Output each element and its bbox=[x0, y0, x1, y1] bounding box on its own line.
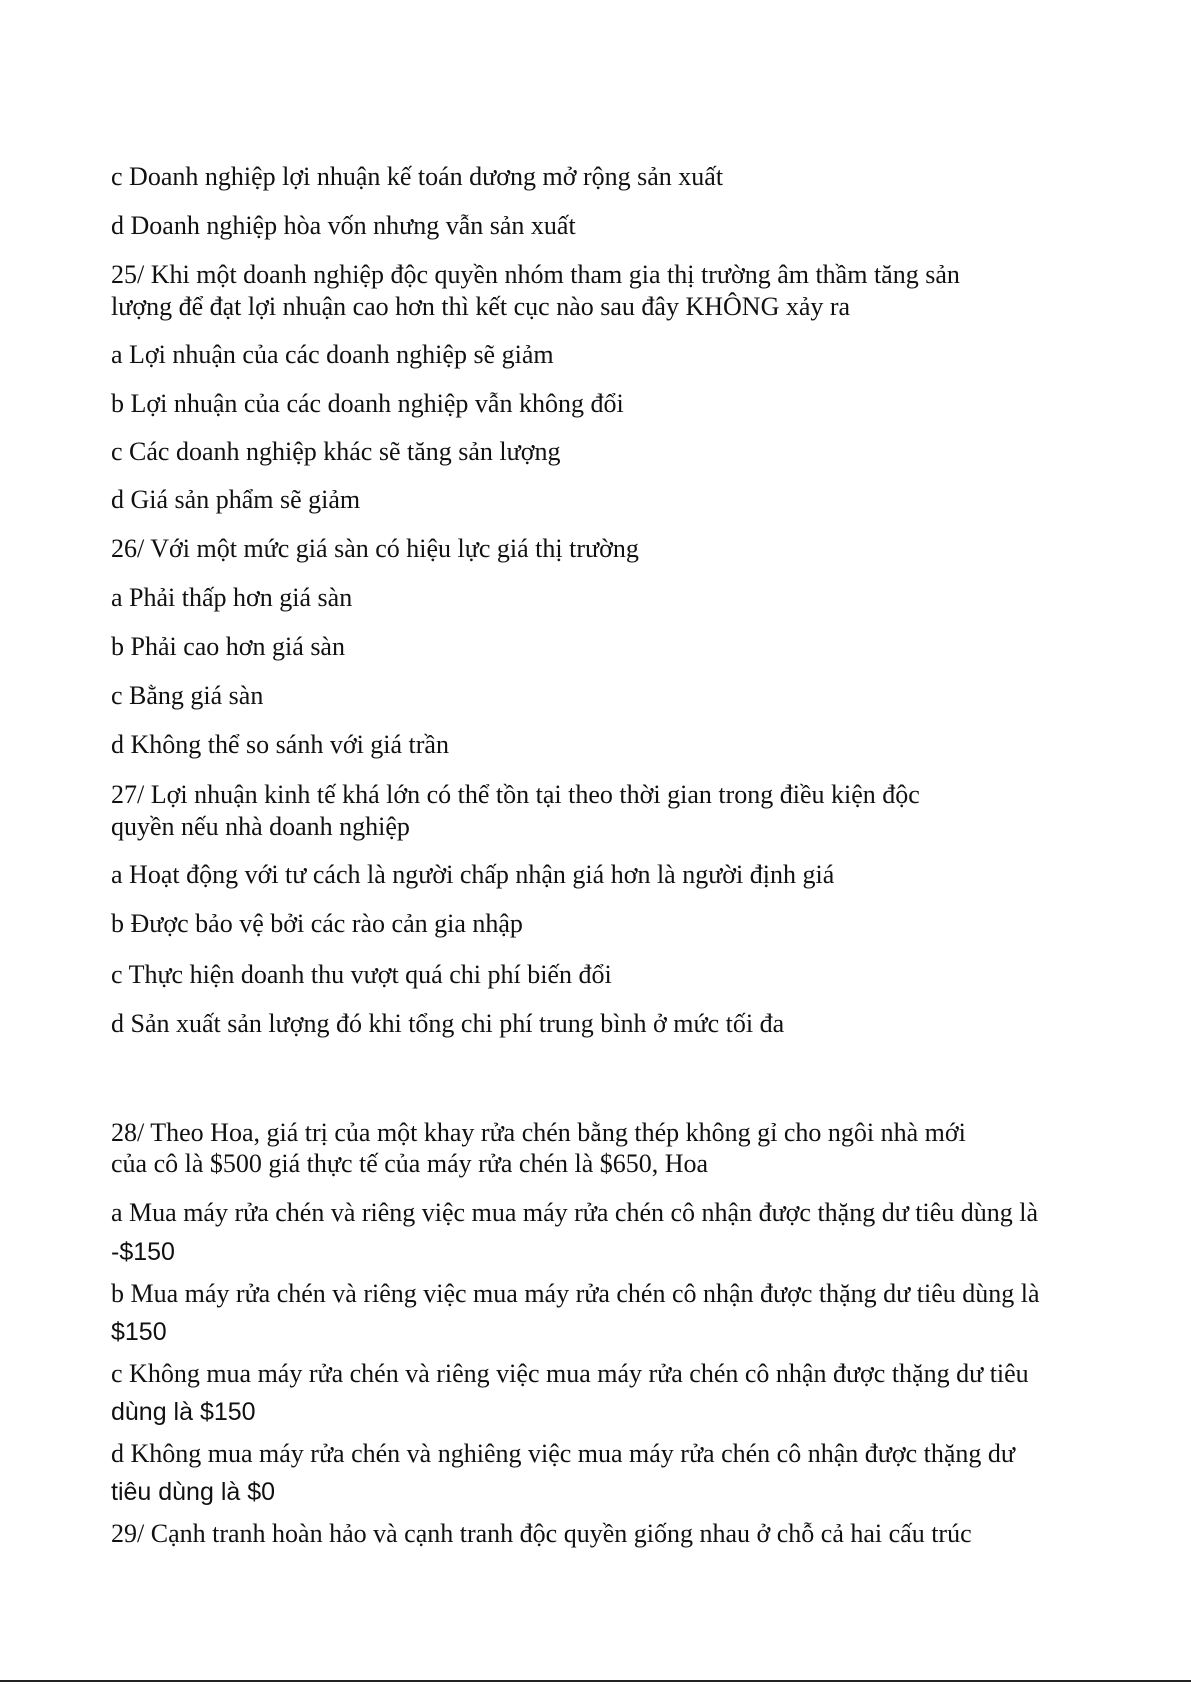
question-28-line-2: của cô là $500 giá thực tế của máy rửa chén là $650, Hoa bbox=[111, 1149, 709, 1178]
option-27d: d Sản xuất sản lượng đó khi tổng chi phí trung bình ở mức tối đa bbox=[111, 1009, 785, 1038]
option-26b: b Phải cao hơn giá sàn bbox=[111, 632, 345, 661]
option-25a: a Lợi nhuận của các doanh nghiệp sẽ giảm bbox=[111, 340, 554, 369]
option-28b-value: $150 bbox=[111, 1318, 167, 1346]
option-26d: d Không thể so sánh với giá trần bbox=[111, 730, 449, 759]
question-27-line-2: quyền nếu nhà doanh nghiệp bbox=[111, 812, 410, 841]
option-26c: c Bằng giá sàn bbox=[111, 681, 264, 710]
option-28b: b Mua máy rửa chén và riêng việc mua máy rửa chén cô nhận được thặng dư tiêu dùng là bbox=[111, 1279, 1040, 1308]
option-25b: b Lợi nhuận của các doanh nghiệp vẫn không đổi bbox=[111, 389, 624, 418]
option-28c: c Không mua máy rửa chén và riêng việc mua máy rửa chén cô nhận được thặng dư tiêu bbox=[111, 1359, 1029, 1388]
option-28d: d Không mua máy rửa chén và nghiêng việc mua máy rửa chén cô nhận được thặng dư bbox=[111, 1439, 1015, 1468]
option-28c-value: dùng là $150 bbox=[111, 1398, 256, 1426]
question-28-line-1: 28/ Theo Hoa, giá trị của một khay rửa chén bằng thép không gỉ cho ngôi nhà mới bbox=[111, 1118, 966, 1147]
option-25c: c Các doanh nghiệp khác sẽ tăng sản lượng bbox=[111, 437, 561, 466]
question-26: 26/ Với một mức giá sàn có hiệu lực giá thị trường bbox=[111, 534, 639, 563]
option-28a: a Mua máy rửa chén và riêng việc mua máy rửa chén cô nhận được thặng dư tiêu dùng là bbox=[111, 1198, 1039, 1227]
page-bottom-rule bbox=[0, 1680, 1191, 1682]
option-27c: c Thực hiện doanh thu vượt quá chi phí biến đổi bbox=[111, 960, 612, 989]
option-27b: b Được bảo vệ bởi các rào cản gia nhập bbox=[111, 909, 523, 938]
question-27-line-1: 27/ Lợi nhuận kinh tế khá lớn có thể tồn tại theo thời gian trong điều kiện độc bbox=[111, 780, 920, 809]
option-26a: a Phải thấp hơn giá sàn bbox=[111, 583, 353, 612]
option-25d: d Giá sản phẩm sẽ giảm bbox=[111, 485, 361, 514]
question-29: 29/ Cạnh tranh hoàn hảo và cạnh tranh độc quyền giống nhau ở chỗ cả hai cấu trúc bbox=[111, 1519, 972, 1548]
option-27a: a Hoạt động với tư cách là người chấp nhận giá hơn là người định giá bbox=[111, 860, 835, 889]
option-28a-value: -$150 bbox=[111, 1238, 175, 1266]
option-28d-value: tiêu dùng là $0 bbox=[111, 1478, 276, 1506]
question-25-line-1: 25/ Khi một doanh nghiệp độc quyền nhóm tham gia thị trường âm thầm tăng sản bbox=[111, 260, 960, 289]
option-24c: c Doanh nghiệp lợi nhuận kế toán dương mở rộng sản xuất bbox=[111, 162, 724, 191]
option-24d: d Doanh nghiệp hòa vốn nhưng vẫn sản xuất bbox=[111, 211, 576, 240]
question-25-line-2: lượng để đạt lợi nhuận cao hơn thì kết cục nào sau đây KHÔNG xảy ra bbox=[111, 292, 851, 321]
